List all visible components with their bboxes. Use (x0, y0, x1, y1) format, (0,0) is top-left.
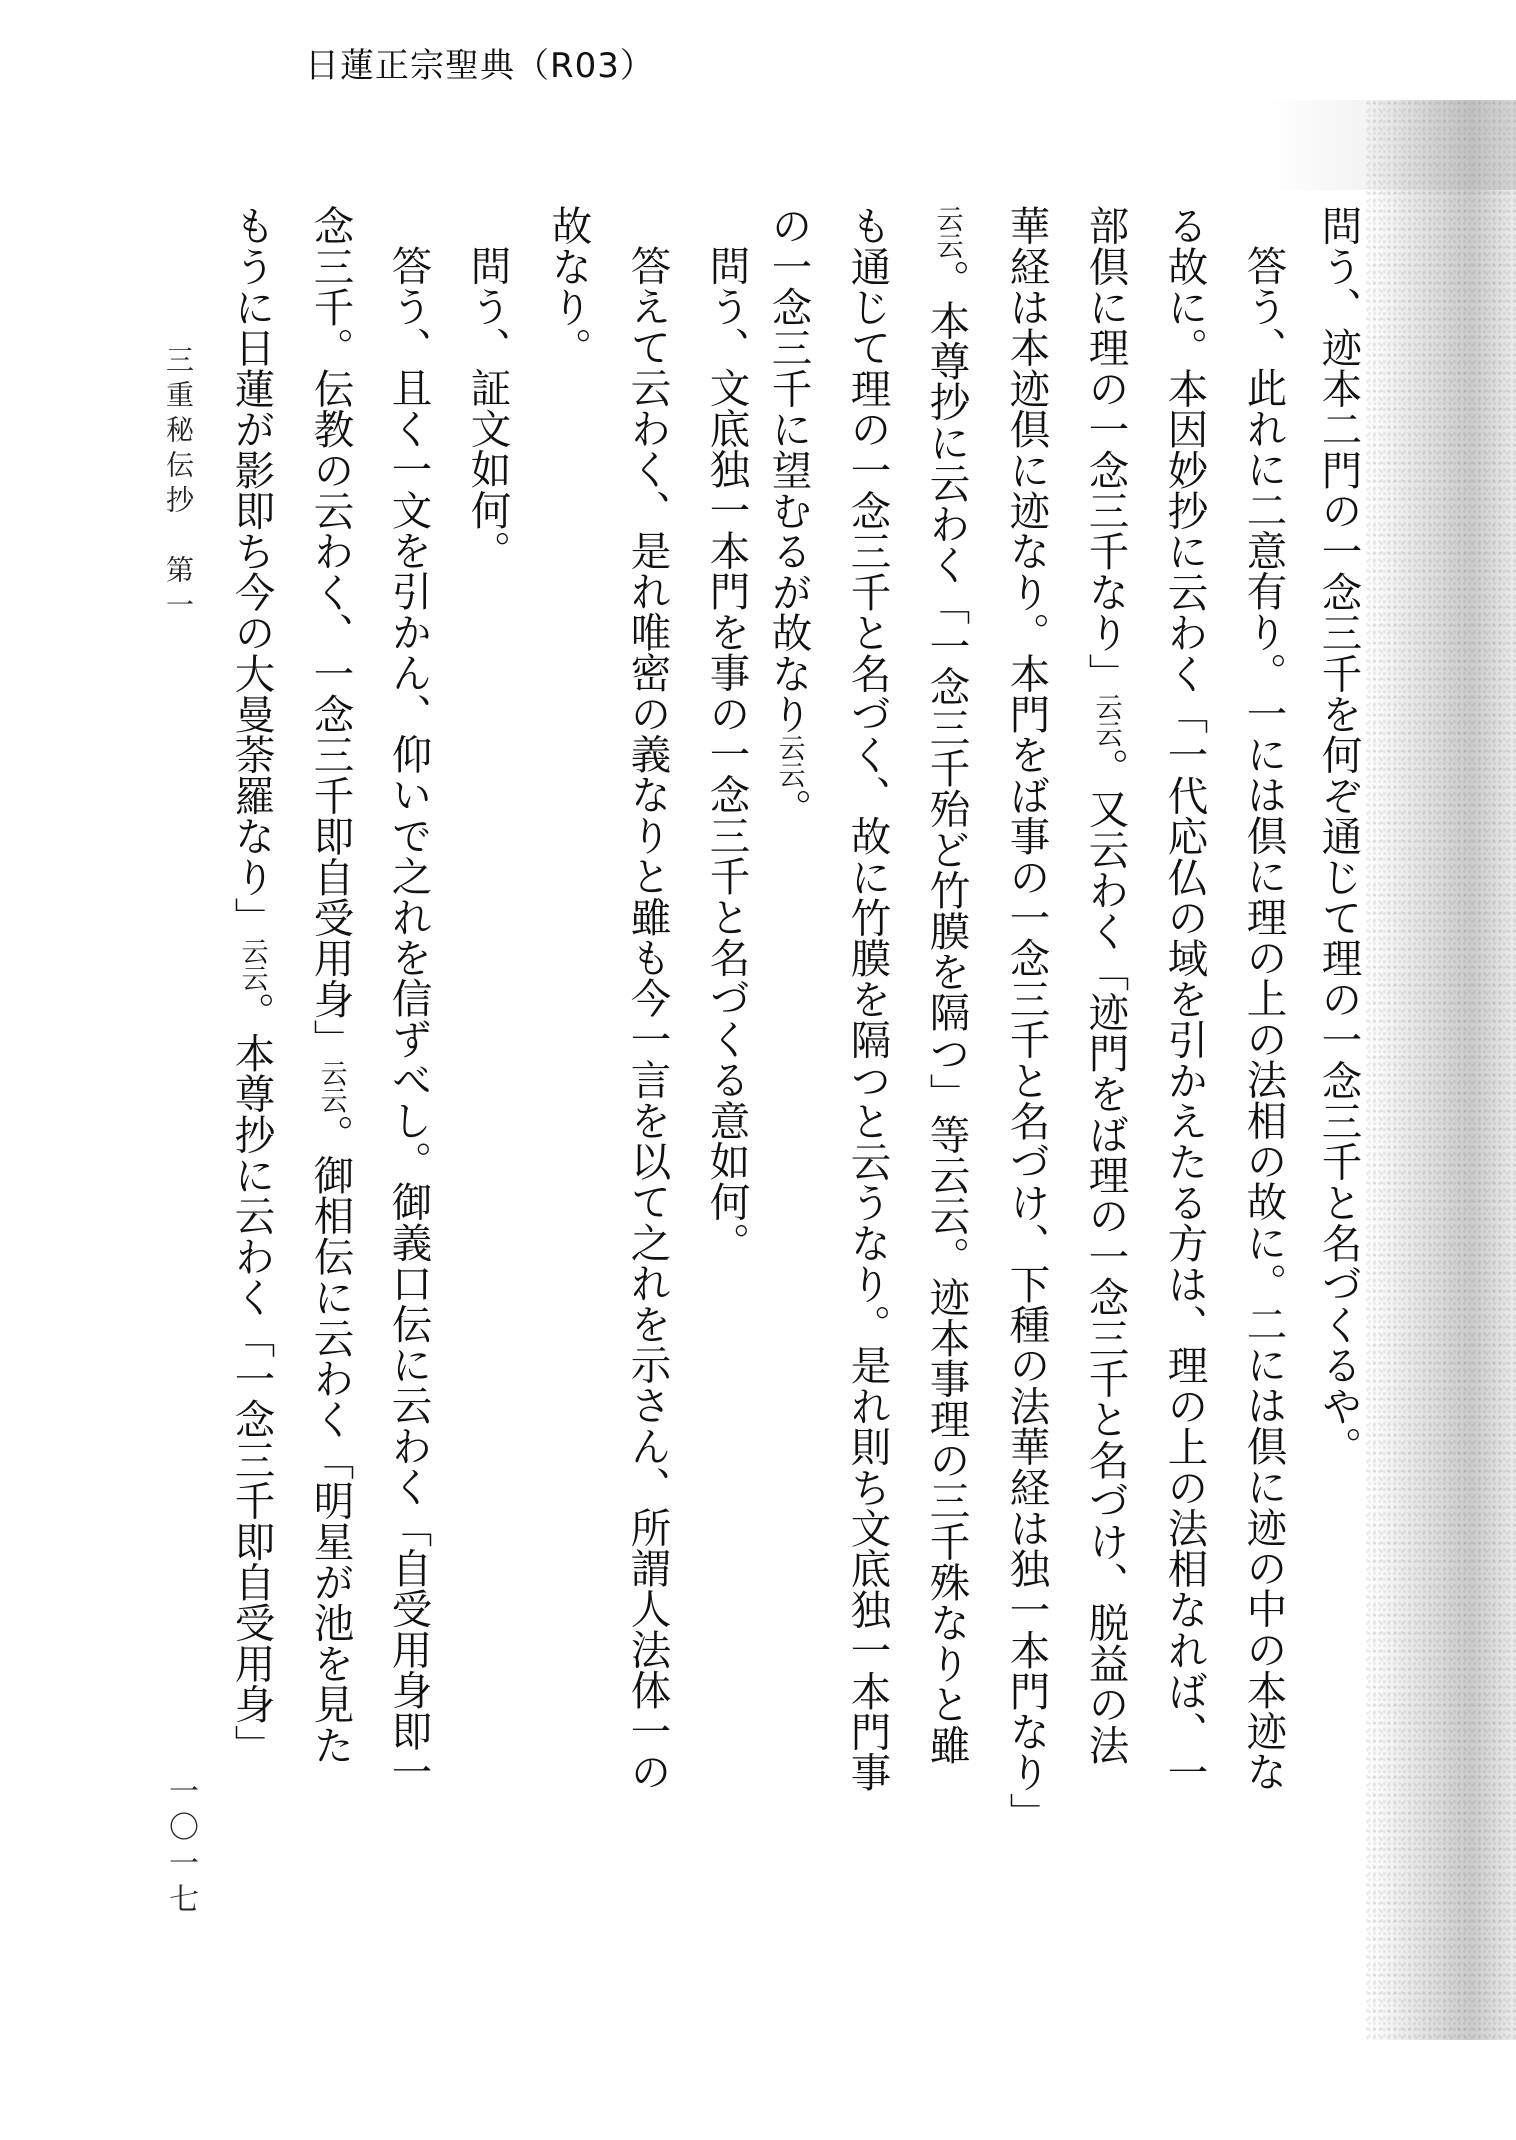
text-column: 答えて云わく、是れ唯密の義なりと雖も今一言を以て之れを示さん、所謂人法体一の (623, 245, 672, 1792)
text-column: 念三千。伝教の云わく、一念三千即自受用身」云云。御相伝に云わく「明星が池を見た (306, 205, 355, 1765)
text-column: 答う、且く一文を引かん、仰いで之れを信ずべし。御義口伝に云わく「自受用身即一 (384, 245, 433, 1792)
running-header: 日蓮正宗聖典（R03） (305, 46, 655, 86)
page-number: 一〇一七 (163, 1775, 198, 1919)
text-column: る故に。本因妙抄に云わく「一代応仏の域を引かえたる方は、理の上の法相なれば、一 (1160, 205, 1209, 1793)
text-column: の一念三千に望むるが故なり云云。 (764, 205, 813, 829)
text-column: 故なり。 (544, 205, 593, 368)
text-column: 部倶に理の一念三千なり」云云。又云わく「迹門をば理の一念三千と名づけ、脱益の法 (1081, 205, 1130, 1765)
text-column: もうに日蓮が影即ち今の大曼荼羅なり」云云。本尊抄に云わく「一念三千即自受用身」 (227, 205, 276, 1765)
text-column: 問う、文底独一本門を事の一念三千と名づくる意如何。 (702, 245, 751, 1263)
text-column: 答う、此れに二意有り。一には倶に理の上の法相の故に。二には倶に迹の中の本迹な (1239, 245, 1288, 1792)
text-column: 問う、迹本二門の一念三千を何ぞ通じて理の一念三千と名づくるや。 (1314, 205, 1363, 1467)
footer-book-title: 三重秘伝抄 第一 (162, 345, 195, 625)
scan-edge-shading-top (1266, 100, 1516, 190)
text-column: も通じて理の一念三千と名づく、故に竹膜を隔つと云うなり。是れ則ち文底独一本門事 (843, 205, 892, 1793)
text-column: 華経は本迹倶に迹なり。本門をば事の一念三千と名づけ、下種の法華経は独一本門なり」 (1002, 205, 1051, 1833)
text-column: 云云。本尊抄に云わく「一念三千殆ど竹膜を隔つ」等云云。迹本事理の三千殊なりと雖 (922, 205, 971, 1765)
text-column: 問う、証文如何。 (463, 245, 512, 571)
scan-edge-shading (1366, 100, 1516, 2040)
